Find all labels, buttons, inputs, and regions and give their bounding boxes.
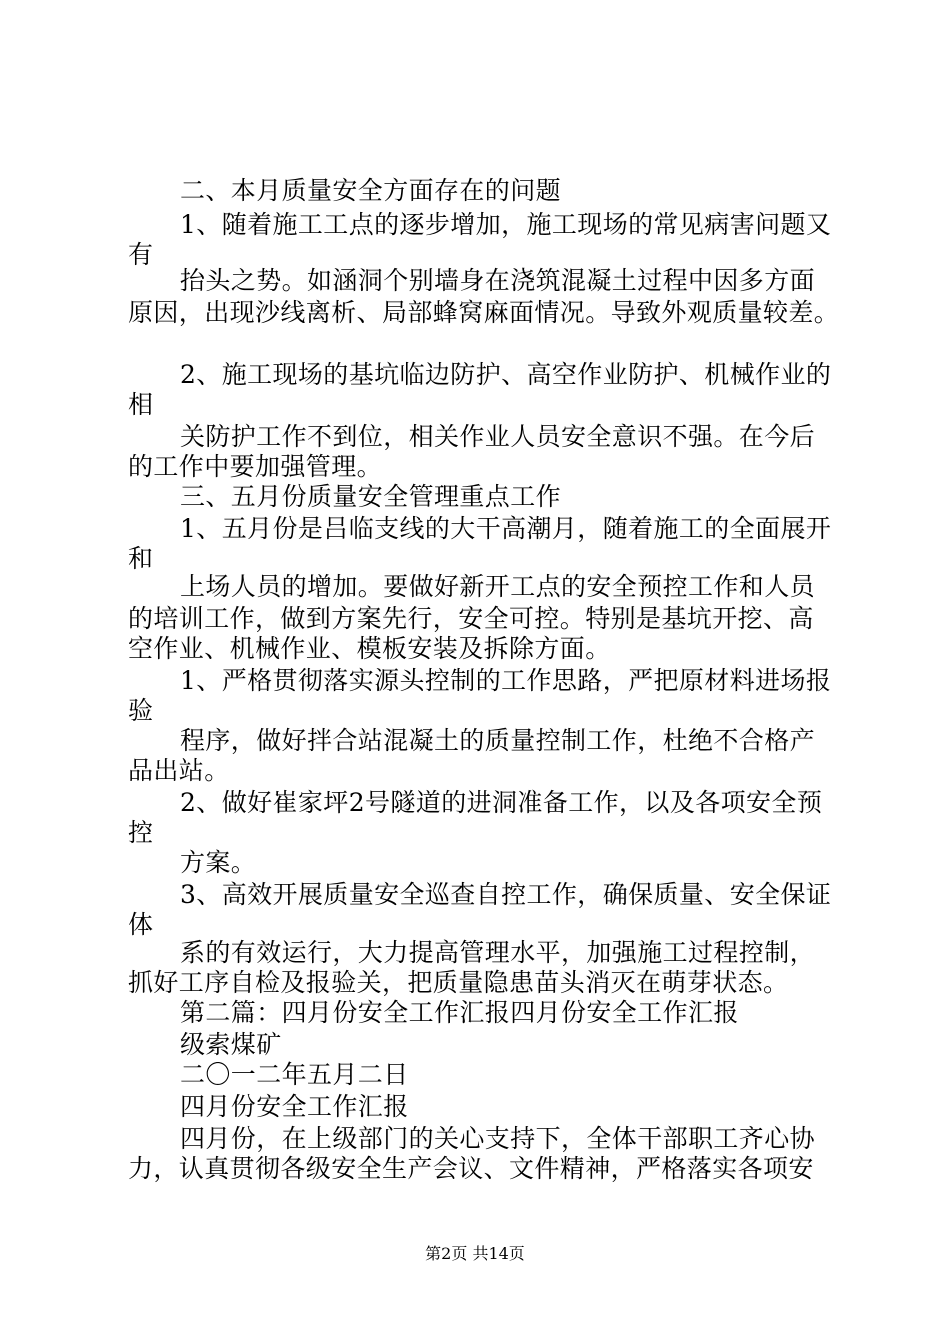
text-line: 品出站。 [128,756,230,785]
text-line: 第二篇：四月份安全工作汇报四月份安全工作汇报 [180,998,739,1027]
text-line: 四月份安全工作汇报 [180,1092,409,1121]
text-line: 有 [128,240,154,269]
text-line: 原因，出现沙线离析、局部蜂窝麻面情况。导致外观质量较差。 [128,298,840,327]
text-line: 的培训工作，做到方案先行，安全可控。特别是基坑开挖、高 [128,604,814,633]
text-line: 1、随着施工工点的逐步增加，施工现场的常见病害问题又 [180,210,832,239]
text-line: 级索煤矿 [180,1030,282,1059]
text-line: 3、高效开展质量安全巡查自控工作，确保质量、安全保证 [180,880,832,909]
text-line: 方案。 [180,848,257,877]
text-line: 2、做好崔家坪2号隧道的进洞准备工作，以及各项安全预 [180,788,823,817]
text-line: 关防护工作不到位，相关作业人员安全意识不强。在今后 [180,422,816,451]
text-line: 1、五月份是吕临支线的大干高潮月，随着施工的全面展开 [180,514,832,543]
text-line: 二、本月质量安全方面存在的问题 [180,176,562,205]
text-line: 空作业、机械作业、模板安装及拆除方面。 [128,634,611,663]
text-line: 四月份，在上级部门的关心支持下，全体干部职工齐心协 [180,1124,816,1153]
text-line: 三、五月份质量安全管理重点工作 [180,482,562,511]
text-line: 2、施工现场的基坑临边防护、高空作业防护、机械作业的 [180,360,832,389]
text-line: 和 [128,544,154,573]
text-line: 相 [128,390,154,419]
text-line: 验 [128,696,154,725]
page-footer: 第2页 共14页 [425,1244,525,1263]
text-line: 上场人员的增加。要做好新开工点的安全预控工作和人员 [180,572,816,601]
text-line: 抬头之势。如涵洞个别墙身在浇筑混凝土过程中因多方面 [180,266,816,295]
text-line: 系的有效运行，大力提高管理水平，加强施工过程控制， [180,938,816,967]
text-line: 控 [128,818,154,847]
text-line: 1、严格贯彻落实源头控制的工作思路，严把原材料进场报 [180,666,832,695]
text-line: 体 [128,910,154,939]
text-line: 的工作中要加强管理。 [128,452,383,481]
text-line: 抓好工序自检及报验关，把质量隐患苗头消灭在萌芽状态。 [128,968,789,997]
text-line: 程序，做好拌合站混凝土的质量控制工作，杜绝不合格产 [180,726,816,755]
text-line: 力，认真贯彻各级安全生产会议、文件精神，严格落实各项安 [128,1154,814,1183]
text-line: 二〇一二年五月二日 [180,1060,409,1089]
